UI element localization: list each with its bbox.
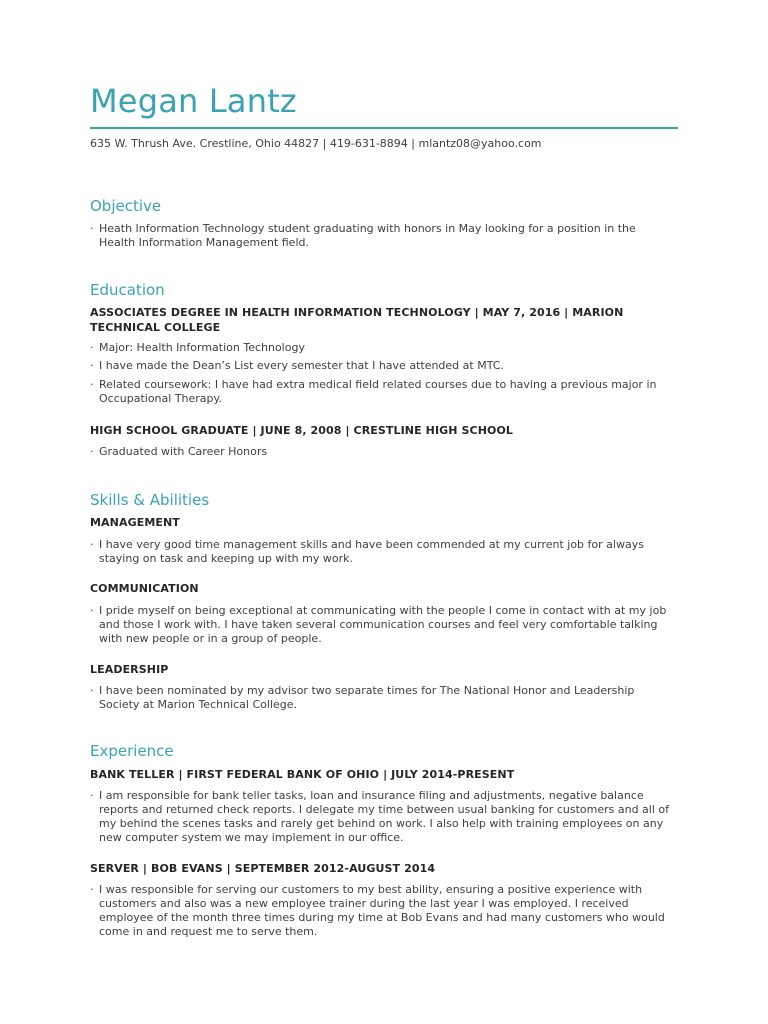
header-divider: [90, 127, 678, 129]
skill-bullet: [90, 684, 670, 712]
bullet-dot: ·: [90, 341, 94, 354]
skill-heading-leadership: LEADERSHIP: [90, 663, 169, 676]
bullet-text: Graduated with Career Honors: [99, 445, 268, 458]
bullet-dot: ·: [90, 222, 94, 235]
education-bullet: [90, 445, 670, 459]
education-heading-highschool: HIGH SCHOOL GRADUATE | JUNE 8, 2008 | CRESTLINE HIGH SCHOOL: [90, 424, 514, 437]
section-title-skills: Skills & Abilities: [90, 491, 210, 509]
bullet-dot: ·: [90, 883, 94, 896]
bullet-text: I have made the Dean’s List every semester that I have attended at MTC.: [99, 359, 504, 372]
experience-heading-bank-teller: BANK TELLER | FIRST FEDERAL BANK OF OHIO | JULY 2014-PRESENT: [90, 768, 515, 781]
education-bullet: [90, 359, 670, 373]
education-bullet: [90, 341, 670, 355]
skill-heading-management: MANAGEMENT: [90, 516, 180, 529]
bullet-text: I was responsible for serving our customers to my best ability, ensuring a positive experience with customers and also was a new employee trainer during the last year I was employed. I received employee of the month three times during my time at Bob Evans and had many customers who would come in and request me to serve them.: [99, 883, 665, 938]
experience-bullet: [90, 883, 670, 939]
section-title-objective: Objective: [90, 197, 162, 215]
bullet-text: Related coursework: I have had extra medical field related courses due to having a previous major in Occupational Therapy.: [99, 378, 657, 405]
bullet-text: Heath Information Technology student graduating with honors in May looking for a position in the Health Information Management field.: [99, 222, 636, 249]
section-title-experience: Experience: [90, 742, 174, 760]
bullet-dot: ·: [90, 538, 94, 551]
candidate-name: Megan Lantz: [90, 82, 297, 120]
bullet-text: I have been nominated by my advisor two separate times for The National Honor and Leadership Society at Marion Technical College.: [99, 684, 635, 711]
bullet-text: I am responsible for bank teller tasks, loan and insurance filing and adjustments, negative balance reports and returned check reports. I delegate my time between usual banking for customers and all of my behind the scenes tasks and rarely get behind on work. I also help with training employees on any new computer system we may implement in our office.: [99, 789, 669, 844]
education-heading-college: ASSOCIATES DEGREE IN HEALTH INFORMATION TECHNOLOGY | MAY 7, 2016 | MARION TECHNICAL COLLEGE: [90, 306, 624, 334]
skill-bullet: [90, 538, 670, 566]
bullet-text: I have very good time management skills and have been commended at my current job for always staying on task and keeping up with my work.: [99, 538, 644, 565]
skill-heading-communication: COMMUNICATION: [90, 582, 199, 595]
bullet-dot: ·: [90, 789, 94, 802]
bullet-dot: ·: [90, 378, 94, 391]
bullet-dot: ·: [90, 359, 94, 372]
experience-heading-server: SERVER | BOB EVANS | SEPTEMBER 2012-AUGUST 2014: [90, 862, 436, 875]
skill-bullet: [90, 604, 670, 646]
bullet-text: I pride myself on being exceptional at communicating with the people I come in contact with at my job and those I work with. I have taken several communication courses and feel very comfortable talking with new people or in a group of people.: [99, 604, 667, 645]
bullet-dot: ·: [90, 445, 94, 458]
education-bullet: [90, 378, 670, 406]
experience-bullet: [90, 789, 670, 845]
contact-line: 635 W. Thrush Ave. Crestline, Ohio 44827 | 419-631-8894 | mlantz08@yahoo.com: [90, 137, 542, 150]
bullet-dot: ·: [90, 684, 94, 697]
bullet-dot: ·: [90, 604, 94, 617]
section-title-education: Education: [90, 281, 165, 299]
objective-bullet: [90, 222, 670, 250]
bullet-text: Major: Health Information Technology: [99, 341, 305, 354]
